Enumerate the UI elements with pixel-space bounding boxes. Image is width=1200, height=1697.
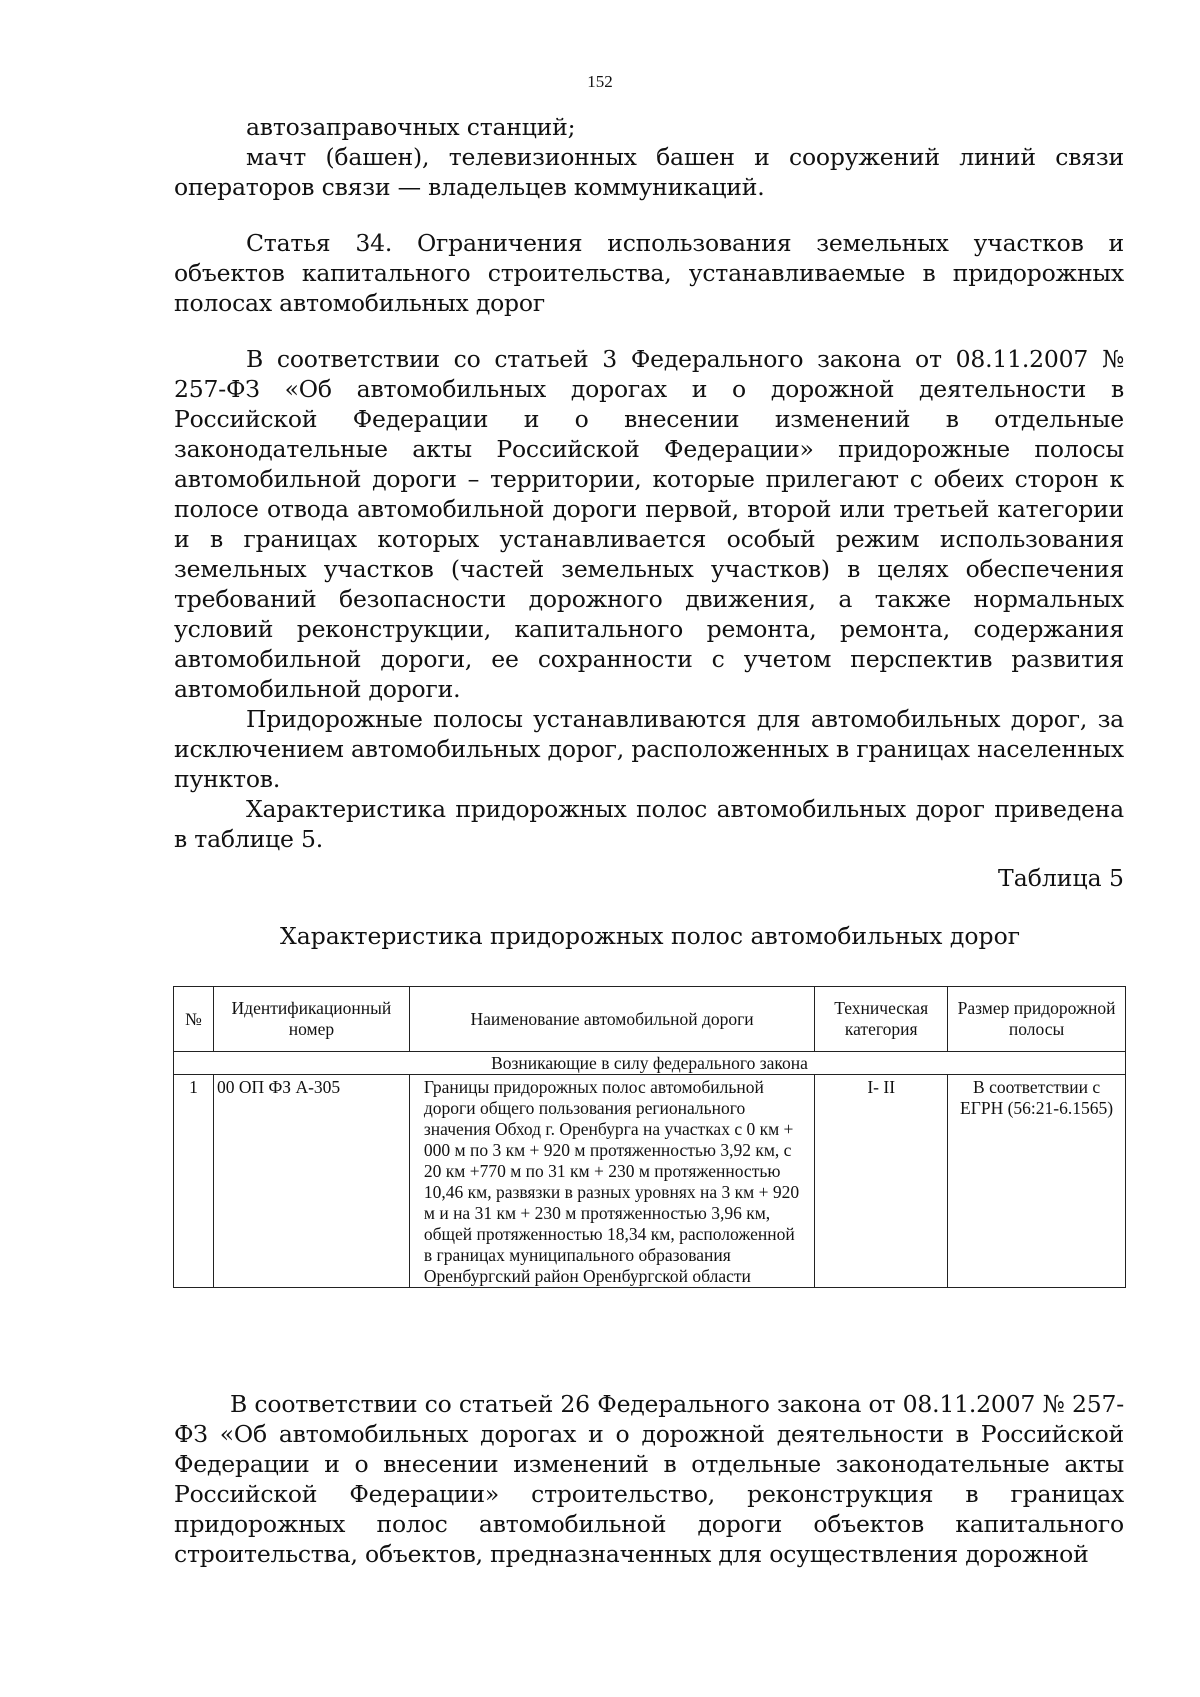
bottom-text-block — [174, 1389, 1124, 1569]
header-num: № — [174, 987, 214, 1052]
table-row — [174, 1075, 1126, 1288]
cell-road-name: Границы придорожных полос автомобильной дороги общего пользования регионального значения Обход г. Оренбурга на участках с 0 км + 000 м по 3 км + 920 м протяженностью 3,92 км, с 20 км +770 м по 31 км + 230 м протяженностью 10,46 км, развязки в разных уровнях на 3 км + 920 м и на 31 км + 230 м протяженностью 3,96 км, общей протяженностью 18,34 км, расположенной в границах муниципального образования Оренбургский район Оренбургской области — [409, 1075, 814, 1288]
paragraph-roadside-scope: Придорожные полосы устанавливаются для автомобильных дорог, за исключением автомобильных дорог, расположенных в границах населенных пунктов. — [174, 705, 1124, 793]
cell-category: I- II — [815, 1075, 948, 1288]
group-label: Возникающие в силу федерального закона — [174, 1052, 1126, 1075]
page-number: 152 — [587, 72, 613, 91]
header-category: Техническая категория — [815, 987, 948, 1052]
header-name: Наименование автомобильной дороги — [409, 987, 814, 1052]
paragraph-roadside-definition: В соответствии со статьей 3 Федерального закона от 08.11.2007 № 257-ФЗ «Об автомобильных дорогах и о дорожной деятельности в Российской Федерации и о внесении изменений в отдельные законодательные акты Российской Федерации» придорожные полосы автомобильной дороги – территории, которые прилегают с обеих сторон к полосе отвода автомобильной дороги первой, второй или третьей категории и в границах которых устанавливается особый режим использования земельных участков (частей земельных участков) в целях обеспечения требований безопасности дорожного движения, а также нормальных условий реконструкции, капитального ремонта, ремонта, содержания автомобильной дороги, ее сохранности с учетом перспектив развития автомобильной дороги. — [174, 345, 1124, 703]
article-heading: Статья 34. Ограничения использования земельных участков и объектов капитального строительства, устанавливаемые в придорожных полосах автомобильных дорог — [174, 229, 1124, 317]
list-line-gas-stations: автозаправочных станций; — [246, 113, 576, 141]
paragraph-construction-rules: В соответствии со статьей 26 Федерального закона от 08.11.2007 № 257-ФЗ «Об автомобильных дорогах и о дорожной деятельности в Российской Федерации и о внесении изменений в отдельные законодательные акты Российской Федерации» строительство, реконструкция в границах придорожных полос автомобильной дороги объектов капитального строительства, объектов, предназначенных для осуществления дорожной — [174, 1390, 1124, 1568]
paragraph-table-reference: Характеристика придорожных полос автомобильных дорог приведена в таблице 5. — [174, 795, 1124, 853]
roadside-strips-table — [173, 986, 1126, 1288]
table-title: Характеристика придорожных полос автомобильных дорог — [279, 922, 1021, 950]
table-group-row — [174, 1052, 1126, 1075]
top-text-block — [174, 112, 1124, 854]
header-id: Идентификационный номер — [213, 987, 409, 1052]
header-size: Размер придорожной полосы — [948, 987, 1126, 1052]
table-label: Таблица 5 — [998, 864, 1124, 892]
table-header-row — [174, 987, 1126, 1052]
list-line-towers: мачт (башен), телевизионных башен и сооружений линий связи операторов связи — владельцев коммуникаций. — [174, 143, 1124, 201]
cell-size: В соответствии с ЕГРН (56:21-6.1565) — [948, 1075, 1126, 1288]
cell-id: 00 ОП ФЗ А-305 — [213, 1075, 409, 1288]
cell-num: 1 — [174, 1075, 214, 1288]
